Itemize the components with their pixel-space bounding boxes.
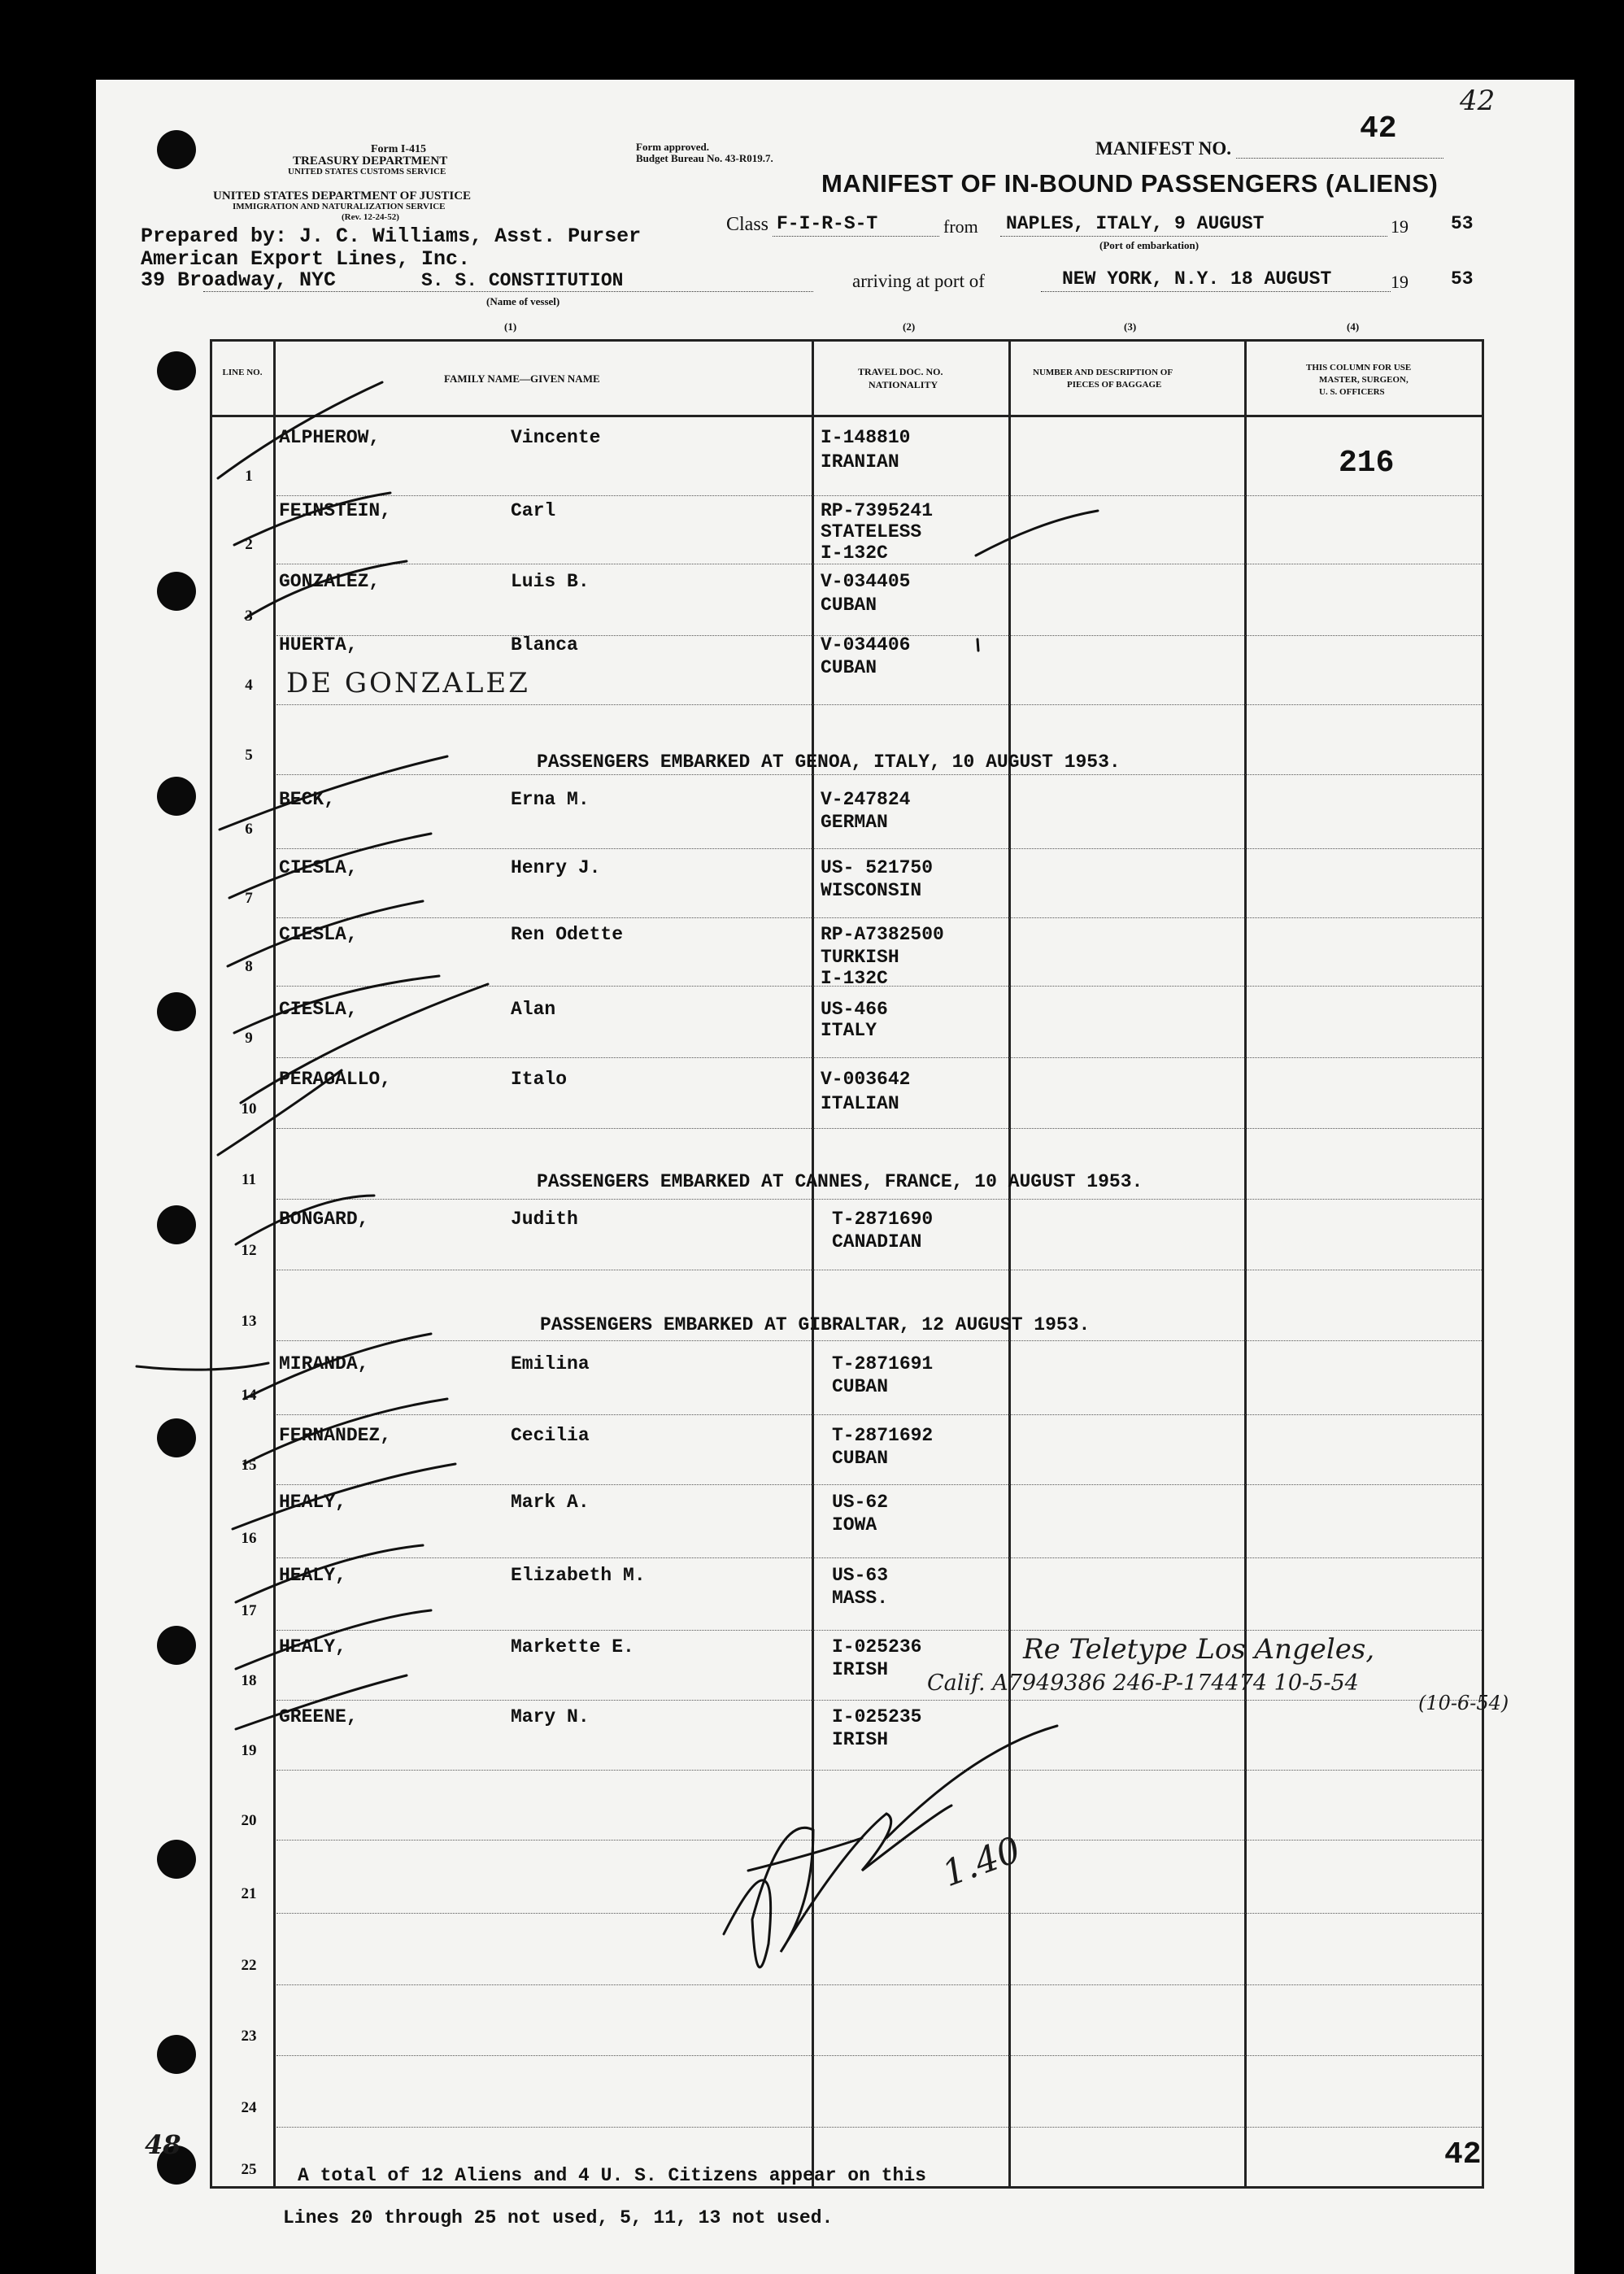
passenger-nationality: ITALY <box>821 1020 877 1041</box>
form-approved: Form approved. <box>636 141 710 153</box>
arriving-label: arriving at port of <box>852 271 985 291</box>
col-divider-baggage <box>1244 339 1247 2189</box>
row-separator <box>276 1557 1482 1558</box>
officer-mark: 216 <box>1339 446 1395 481</box>
line-number: 24 <box>241 2099 257 2116</box>
passenger-doc: RP-7395241 <box>821 500 934 521</box>
line-number: 17 <box>241 1602 257 1619</box>
line-number: 1 <box>245 468 253 485</box>
passenger-nationality: IRISH <box>832 1659 889 1680</box>
passenger-given: Mark A. <box>511 1492 590 1513</box>
passenger-doc: V-034406 <box>821 634 911 656</box>
passenger-doc: V-003642 <box>821 1069 911 1090</box>
revision-label: (Rev. 12-24-52) <box>342 212 399 222</box>
line-number: 2 <box>245 536 253 553</box>
handwritten-initials-number: 1.40 <box>937 1828 1026 1896</box>
passenger-given: Erna M. <box>511 789 590 810</box>
passenger-given: Carl <box>511 500 556 521</box>
passenger-nationality: CUBAN <box>821 657 877 678</box>
col-divider-name <box>812 339 814 2189</box>
col-num-4: (4) <box>1347 320 1360 333</box>
vessel-underline <box>203 291 813 292</box>
customs-label: UNITED STATES CUSTOMS SERVICE <box>288 167 446 176</box>
header-bottom-rule <box>210 415 1482 417</box>
from-underline <box>1000 236 1387 237</box>
punch-hole <box>157 130 196 169</box>
passenger-family: CIESLA, <box>279 924 358 945</box>
col-header-use-3: U. S. OFFICERS <box>1319 387 1385 397</box>
row-separator <box>276 1913 1482 1914</box>
col-header-use-2: MASTER, SURGEON, <box>1319 375 1408 385</box>
table-right-edge <box>1482 339 1484 2189</box>
line-number: 6 <box>245 821 253 838</box>
passenger-doc: T-2871692 <box>832 1425 934 1446</box>
passenger-doc: T-2871691 <box>832 1353 934 1374</box>
row-separator <box>276 848 1482 849</box>
passenger-family: FERNANDEZ, <box>279 1425 392 1446</box>
col-header-doc-2: NATIONALITY <box>869 379 938 390</box>
handwritten-de-gonzalez: DE GONZALEZ <box>286 667 530 699</box>
passenger-doc: US-62 <box>832 1492 889 1513</box>
passenger-family: HEALY, <box>279 1492 346 1513</box>
prepared-by: Prepared by: J. C. Williams, Asst. Purser <box>141 224 642 248</box>
passenger-family: GREENE, <box>279 1706 358 1727</box>
passenger-family: GONZALEZ, <box>279 571 381 592</box>
row-separator <box>276 495 1482 496</box>
line-number: 15 <box>241 1457 257 1474</box>
col-header-use-1: THIS COLUMN FOR USE <box>1306 363 1412 372</box>
passenger-nationality: IRISH <box>832 1729 889 1750</box>
passenger-family: BONGARD, <box>279 1209 369 1230</box>
budget-bureau: Budget Bureau No. 43-R019.7. <box>636 152 773 164</box>
passenger-nationality: GERMAN <box>821 812 888 833</box>
passenger-given: Henry J. <box>511 857 601 878</box>
table-frame <box>210 339 1482 2189</box>
col-header-name: FAMILY NAME—GIVEN NAME <box>444 372 600 385</box>
row-separator <box>276 1484 1482 1485</box>
arriving-underline <box>1041 291 1391 292</box>
line-number: 8 <box>245 958 253 975</box>
line-number: 19 <box>241 1742 257 1759</box>
passenger-given: Cecilia <box>511 1425 590 1446</box>
punch-hole <box>157 992 196 1031</box>
row-separator <box>276 2127 1482 2128</box>
line-number: 18 <box>241 1672 257 1689</box>
passenger-doc: I-025235 <box>832 1706 922 1727</box>
col-divider-doc <box>1008 339 1011 2189</box>
col-num-3: (3) <box>1124 320 1137 333</box>
row-separator <box>276 1984 1482 1985</box>
passenger-family: PERAGALLO, <box>279 1069 392 1090</box>
passenger-given: Vincente <box>511 427 601 448</box>
punch-hole <box>157 572 196 611</box>
from-label: from <box>943 216 978 237</box>
manifest-number: 42 <box>1360 111 1397 146</box>
from-value: NAPLES, ITALY, 9 AUGUST <box>1006 213 1265 234</box>
passenger-given: Italo <box>511 1069 568 1090</box>
passenger-doc: RP-A7382500 <box>821 924 944 945</box>
manifest-title: MANIFEST OF IN-BOUND PASSENGERS (ALIENS) <box>821 169 1439 198</box>
passenger-given: Judith <box>511 1209 578 1230</box>
prepared-company: American Export Lines, Inc. <box>141 247 471 271</box>
row-separator <box>276 2055 1482 2056</box>
handwritten-teletype-note: Re Teletype Los Angeles, <box>1023 1633 1375 1666</box>
passenger-nationality: WISCONSIN <box>821 880 922 901</box>
passenger-family: MIRANDA, <box>279 1353 369 1374</box>
passenger-given: Luis B. <box>511 571 590 592</box>
punch-hole <box>157 2035 196 2074</box>
manifest-no-line <box>1236 158 1443 159</box>
passenger-nationality: TURKISH <box>821 947 899 968</box>
arriving-year-prefix: 19 <box>1391 272 1408 292</box>
class-label: Class <box>726 214 769 235</box>
prepared-address: 39 Broadway, NYC <box>141 268 337 292</box>
row-separator <box>276 1340 1482 1341</box>
passenger-nationality: CANADIAN <box>832 1231 922 1252</box>
passenger-family: CIESLA, <box>279 857 358 878</box>
passenger-doc: V-034405 <box>821 571 911 592</box>
footer-unused-lines: Lines 20 through 25 not used, 5, 11, 13 not used. <box>283 2207 834 2228</box>
passenger-doc: US-466 <box>821 999 888 1020</box>
line-number: 9 <box>245 1030 253 1047</box>
passenger-given: Alan <box>511 999 556 1020</box>
row-separator <box>276 1840 1482 1841</box>
passenger-extra-doc: I-132C <box>821 968 888 989</box>
line-number: 16 <box>241 1530 257 1547</box>
passenger-doc: I-148810 <box>821 427 911 448</box>
passenger-given: Emilina <box>511 1353 590 1374</box>
row-separator <box>276 917 1482 918</box>
passenger-family: HEALY, <box>279 1565 346 1586</box>
col-header-bag-1: NUMBER AND DESCRIPTION OF <box>1033 368 1173 377</box>
row-separator <box>276 1700 1482 1701</box>
handwritten-date-note: (10-6-54) <box>1418 1692 1509 1714</box>
passenger-nationality: CUBAN <box>832 1448 889 1469</box>
line-number: 11 <box>242 1171 256 1188</box>
line-number: 14 <box>241 1387 257 1404</box>
line-number: 22 <box>241 1957 257 1974</box>
passenger-doc: V-247824 <box>821 789 911 810</box>
line-number: 5 <box>245 747 253 764</box>
line-number: 10 <box>241 1100 257 1117</box>
year-value: 53 <box>1451 213 1474 234</box>
arriving-value: NEW YORK, N.Y. 18 AUGUST <box>1062 268 1332 290</box>
col-header-doc-1: TRAVEL DOC. NO. <box>858 366 943 377</box>
passenger-given: Elizabeth M. <box>511 1565 646 1586</box>
passenger-nationality: IOWA <box>832 1514 877 1536</box>
line-number: 21 <box>241 1885 257 1902</box>
passenger-doc: US- 521750 <box>821 857 934 878</box>
passenger-doc: I-025236 <box>832 1636 922 1658</box>
passenger-nationality: CUBAN <box>832 1376 889 1397</box>
passenger-given: Ren Odette <box>511 924 624 945</box>
passenger-nationality: MASS. <box>832 1588 889 1609</box>
port-embarkation-note: (Port of embarkation) <box>1099 239 1199 251</box>
passenger-nationality: STATELESS <box>821 521 922 542</box>
passenger-family: ALPHEROW, <box>279 427 381 448</box>
passenger-given: Mary N. <box>511 1706 590 1727</box>
col-divider-line <box>273 339 276 2189</box>
line-number: 13 <box>241 1313 257 1330</box>
passenger-nationality: IRANIAN <box>821 451 899 473</box>
punch-hole <box>157 1418 196 1457</box>
line-number: 20 <box>241 1812 257 1829</box>
row-separator <box>276 1414 1482 1415</box>
row-separator <box>276 1770 1482 1771</box>
section-genoa: PASSENGERS EMBARKED AT GENOA, ITALY, 10 AUGUST 1953. <box>537 751 1121 773</box>
row-separator <box>276 1199 1482 1200</box>
line-number: 12 <box>241 1242 257 1259</box>
manifest-no-label: MANIFEST NO. <box>1095 138 1231 159</box>
passenger-nationality: CUBAN <box>821 595 877 616</box>
footer-page-number: 42 <box>1444 2137 1482 2172</box>
year-prefix: 19 <box>1391 216 1408 237</box>
passenger-given: Blanca <box>511 634 578 656</box>
col-header-bag-2: PIECES OF BAGGAGE <box>1067 380 1162 390</box>
vessel-note: (Name of vessel) <box>486 295 560 307</box>
col-header-line: LINE NO. <box>222 368 263 377</box>
line-number: 25 <box>241 2161 257 2178</box>
passenger-family: HEALY, <box>279 1636 346 1658</box>
passenger-family: HUERTA, <box>279 634 358 656</box>
footer-total: A total of 12 Aliens and 4 U. S. Citizens appear on this <box>298 2165 926 2186</box>
vessel-name: S. S. CONSTITUTION <box>421 270 624 291</box>
class-value: F-I-R-S-T <box>777 213 878 234</box>
line-number: 7 <box>245 890 253 907</box>
line-number: 3 <box>245 608 253 625</box>
ins-label: IMMIGRATION AND NATURALIZATION SERVICE <box>233 202 446 211</box>
row-separator <box>276 1057 1482 1058</box>
corner-handwritten-number: 42 <box>1460 85 1496 117</box>
row-separator <box>276 1630 1482 1631</box>
col-num-2: (2) <box>903 320 916 333</box>
punch-hole <box>157 1840 196 1879</box>
col-num-1: (1) <box>504 320 517 333</box>
passenger-given: Markette E. <box>511 1636 634 1658</box>
punch-hole <box>157 777 196 816</box>
justice-label: UNITED STATES DEPARTMENT OF JUSTICE <box>213 190 472 203</box>
line-number: 4 <box>245 677 253 694</box>
passenger-family: BECK, <box>279 789 336 810</box>
arriving-year: 53 <box>1451 268 1474 290</box>
row-separator <box>276 774 1482 775</box>
section-gibraltar: PASSENGERS EMBARKED AT GIBRALTAR, 12 AUGUST 1953. <box>540 1314 1091 1335</box>
punch-hole <box>157 1205 196 1244</box>
passenger-family: CIESLA, <box>279 999 358 1020</box>
passenger-doc: T-2871690 <box>832 1209 934 1230</box>
form-number: Form I-415 <box>371 143 427 155</box>
class-underline <box>773 236 939 237</box>
section-cannes: PASSENGERS EMBARKED AT CANNES, FRANCE, 10 AUGUST 1953. <box>537 1171 1143 1192</box>
punch-hole <box>157 351 196 390</box>
treasury-label: TREASURY DEPARTMENT <box>293 155 448 168</box>
line-number: 23 <box>241 2028 257 2045</box>
passenger-doc: US-63 <box>832 1565 889 1586</box>
punch-hole <box>157 1626 196 1665</box>
passenger-extra-doc: I-132C <box>821 542 888 564</box>
handwritten-margin-number: 48 <box>145 2129 181 2160</box>
handwritten-alien-reference: Calif. A7949386 246-P-174474 10-5-54 <box>927 1671 1359 1696</box>
row-separator <box>276 704 1482 705</box>
passenger-nationality: ITALIAN <box>821 1093 899 1114</box>
row-separator <box>276 1128 1482 1129</box>
passenger-family: FEINSTEIN, <box>279 500 392 521</box>
